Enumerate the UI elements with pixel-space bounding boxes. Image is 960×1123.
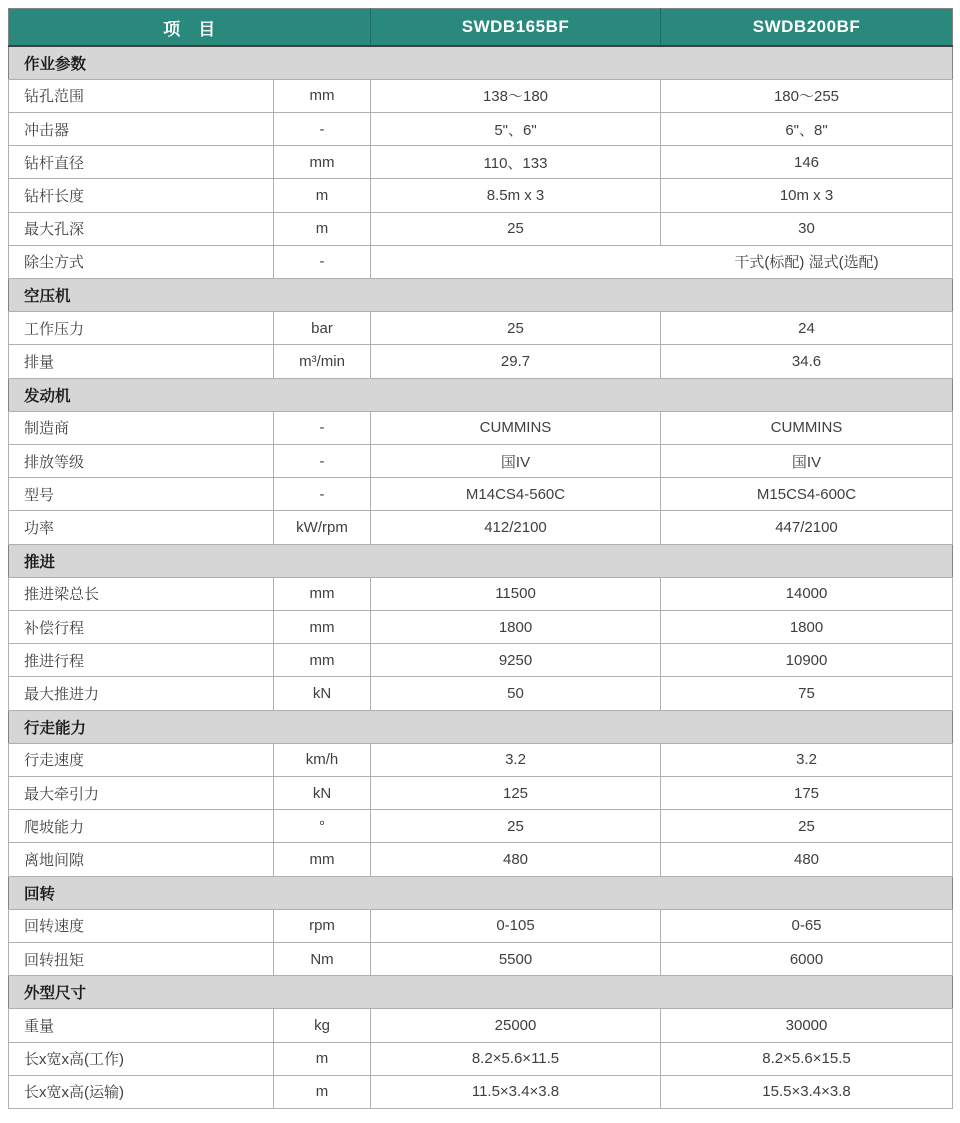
table-row [9,112,953,145]
param-unit: bar [274,312,371,345]
table-row [9,345,953,378]
param-label: 排放等级 [9,444,274,477]
table-body [9,46,953,1109]
param-value-model-1: 0-105 [371,909,661,942]
param-value-model-2: 14000 [661,577,953,610]
section-title: 回转 [9,876,953,909]
table-row [9,743,953,776]
param-value-model-2: 8.2×5.6×15.5 [661,1042,953,1075]
param-value-model-2: 0-65 [661,909,953,942]
param-value-model-2: 30 [661,212,953,245]
param-value-model-1: 国IV [371,444,661,477]
param-value-model-2: 180～255 [661,79,953,112]
param-value-model-1: 8.2×5.6×11.5 [371,1042,661,1075]
section-row [9,46,953,79]
param-label: 制造商 [9,411,274,444]
param-label: 最大推进力 [9,677,274,710]
table-header-row [9,9,953,47]
param-value-model-2: 10m x 3 [661,179,953,212]
param-label: 行走速度 [9,743,274,776]
param-value-model-1: 138～180 [371,79,661,112]
param-value-model-2: 34.6 [661,345,953,378]
table-row [9,909,953,942]
param-unit: kW/rpm [274,511,371,544]
table-row [9,1075,953,1108]
param-value-model-2: 175 [661,776,953,809]
param-unit: mm [274,644,371,677]
param-unit: kN [274,677,371,710]
table-row [9,677,953,710]
table-row [9,411,953,444]
table-row [9,577,953,610]
section-row [9,876,953,909]
table-row [9,312,953,345]
param-unit: mm [274,146,371,179]
section-row [9,710,953,743]
param-unit: km/h [274,743,371,776]
param-value-model-1: 11500 [371,577,661,610]
param-value-model-1: 29.7 [371,345,661,378]
param-value-model-2: 30000 [661,1009,953,1042]
param-value-model-1: 50 [371,677,661,710]
param-unit: mm [274,610,371,643]
table-row [9,776,953,809]
section-title: 空压机 [9,278,953,311]
section-row [9,976,953,1009]
param-value-model-2: 6"、8" [661,112,953,145]
table-row [9,146,953,179]
table-row [9,179,953,212]
param-value-model-1: 25000 [371,1009,661,1042]
param-value-model-1: 110、133 [371,146,661,179]
table-row [9,444,953,477]
param-label: 推进梁总长 [9,577,274,610]
param-value-model-1: 412/2100 [371,511,661,544]
param-unit: - [274,478,371,511]
param-value-model-1: CUMMINS [371,411,661,444]
param-value-model-2: CUMMINS [661,411,953,444]
param-unit: Nm [274,942,371,975]
param-unit: m [274,1075,371,1108]
param-label: 钻杆长度 [9,179,274,212]
param-unit: m [274,212,371,245]
spec-table [8,8,953,1109]
param-label: 排量 [9,345,274,378]
param-unit: mm [274,843,371,876]
table-row [9,1009,953,1042]
param-value-model-2: 1800 [661,610,953,643]
section-title: 发动机 [9,378,953,411]
param-unit: m [274,1042,371,1075]
param-value-model-2: 15.5×3.4×3.8 [661,1075,953,1108]
param-value-model-2: 3.2 [661,743,953,776]
section-title: 推进 [9,544,953,577]
header-model-swdb165bf: SWDB165BF [371,9,661,47]
param-label: 补偿行程 [9,610,274,643]
param-value-model-1: 125 [371,776,661,809]
param-value-model-2: M15CS4-600C [661,478,953,511]
param-unit: - [274,112,371,145]
param-value-model-1: M14CS4-560C [371,478,661,511]
param-unit: kg [274,1009,371,1042]
table-row [9,610,953,643]
section-row [9,378,953,411]
param-value-model-1: 480 [371,843,661,876]
table-row [9,942,953,975]
param-value-model-1: 5500 [371,942,661,975]
param-unit: mm [274,79,371,112]
param-unit: m³/min [274,345,371,378]
param-label: 长x宽x高(运输) [9,1075,274,1108]
param-label: 推进行程 [9,644,274,677]
param-value-model-1: 1800 [371,610,661,643]
param-value-model-1: 9250 [371,644,661,677]
param-label: 钻杆直径 [9,146,274,179]
param-value-model-2: 146 [661,146,953,179]
param-value-model-2: 447/2100 [661,511,953,544]
section-row [9,544,953,577]
param-value-model-2: 国IV [661,444,953,477]
param-label: 回转扭矩 [9,942,274,975]
param-value-model-2: 10900 [661,644,953,677]
param-value-model-2: 25 [661,810,953,843]
table-row [9,245,953,278]
param-label: 离地间隙 [9,843,274,876]
param-value-model-2: 480 [661,843,953,876]
param-unit: - [274,444,371,477]
param-value-model-2: 6000 [661,942,953,975]
param-unit: mm [274,577,371,610]
param-label: 冲击器 [9,112,274,145]
table-row [9,79,953,112]
header-item-label: 项 目 [9,9,371,47]
table-row [9,212,953,245]
param-label: 回转速度 [9,909,274,942]
param-value-merged: 干式(标配) 湿式(选配) [371,245,953,278]
param-label: 工作压力 [9,312,274,345]
param-unit: rpm [274,909,371,942]
section-title: 外型尺寸 [9,976,953,1009]
param-value-model-1: 5"、6" [371,112,661,145]
param-unit: ° [274,810,371,843]
param-unit: - [274,411,371,444]
table-row [9,843,953,876]
param-value-model-1: 3.2 [371,743,661,776]
param-label: 长x宽x高(工作) [9,1042,274,1075]
table-row [9,810,953,843]
param-label: 功率 [9,511,274,544]
param-label: 最大孔深 [9,212,274,245]
table-row [9,511,953,544]
section-row [9,278,953,311]
param-value-model-1: 8.5m x 3 [371,179,661,212]
param-value-model-2: 75 [661,677,953,710]
param-unit: - [274,245,371,278]
header-model-swdb200bf: SWDB200BF [661,9,953,47]
param-label: 重量 [9,1009,274,1042]
param-label: 型号 [9,478,274,511]
param-value-model-1: 25 [371,312,661,345]
param-value-model-1: 25 [371,810,661,843]
table-row [9,1042,953,1075]
param-value-model-1: 11.5×3.4×3.8 [371,1075,661,1108]
param-value-model-1: 25 [371,212,661,245]
table-row [9,644,953,677]
section-title: 作业参数 [9,46,953,79]
param-label: 爬坡能力 [9,810,274,843]
param-unit: m [274,179,371,212]
section-title: 行走能力 [9,710,953,743]
param-value-model-2: 24 [661,312,953,345]
table-row [9,478,953,511]
param-label: 除尘方式 [9,245,274,278]
param-unit: kN [274,776,371,809]
param-label: 最大牵引力 [9,776,274,809]
param-label: 钻孔范围 [9,79,274,112]
